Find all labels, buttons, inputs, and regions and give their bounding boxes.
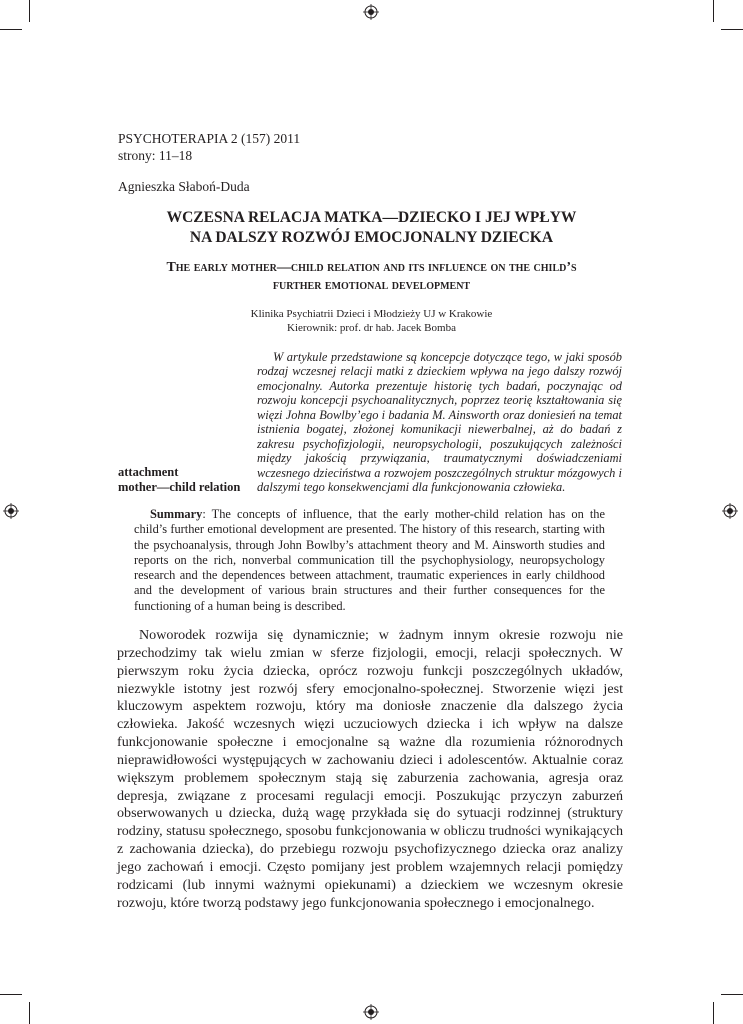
affiliation-clinic: Klinika Psychiatrii Dzieci i Młodzieży UJ w Krakowie xyxy=(250,308,493,320)
crop-mark xyxy=(0,29,22,30)
title-english-line: The early mother—child relation and its influence on the child’s xyxy=(166,260,577,275)
crop-mark xyxy=(721,29,743,30)
crop-mark xyxy=(0,994,22,995)
author-name: Agnieszka Słaboń-Duda xyxy=(118,179,250,194)
keyword: mother—child relation xyxy=(118,479,241,494)
crop-mark xyxy=(721,994,743,995)
title-english xyxy=(0,259,743,295)
registration-mark-icon xyxy=(363,4,379,20)
crop-mark xyxy=(713,0,714,22)
journal-pages: strony: 11–18 xyxy=(118,148,193,163)
affiliation xyxy=(0,307,743,335)
crop-mark xyxy=(713,1002,714,1024)
keywords xyxy=(118,465,240,494)
registration-mark-icon xyxy=(363,1004,379,1020)
title-english-line: further emotional development xyxy=(272,278,471,293)
summary-text: : The concepts of influence, that the early mother-child relation has on the child’s further emotional development are presented. The history of this research, starting with the psychoanalysis, through John Bowlby’s attachment theory and M. Ainsworth studies and reports on the rich, nonverbal communication till the psychophysiology, neuropsychology research and the dependences between attachment, traumatic experiences in early childhood and the development of various brain structures and their further consequences for the functioning of a human being is described. xyxy=(134,507,605,613)
title-polish-line: WCZESNA RELACJA MATKA—DZIECKO I JEJ WPŁYW xyxy=(166,209,577,226)
keyword: attachment xyxy=(118,465,179,479)
affiliation-head: Kierownik: prof. dr hab. Jacek Bomba xyxy=(287,322,456,334)
title-polish-line: NA DALSZY ROZWÓJ EMOCJONALNY DZIECKA xyxy=(189,229,554,246)
registration-mark-icon xyxy=(3,503,19,519)
title-polish xyxy=(0,208,743,248)
registration-mark-icon xyxy=(722,503,738,519)
journal-info xyxy=(118,130,300,164)
summary-english xyxy=(134,507,605,614)
journal-issue: PSYCHOTERAPIA 2 (157) 2011 xyxy=(118,131,301,146)
summary-label: Summary xyxy=(150,507,203,521)
crop-mark xyxy=(29,1002,30,1024)
abstract-polish: W artykule przedstawione są koncepcje dotyczące tego, w jaki sposób rodzaj wczesnej relacji matki z dzieckiem wpływa na jego dalszy rozwój emocjonalny. Autorka prezentuje historię tych badań, poczynając od rozwoju koncepcji psychoanalitycznych, poprzez teorię kształtowania się więzi Johna Bowlby’ego i badania M. Ainsworth oraz doniesień na temat istnienia bogatej, złożonej komunikacji niewerbalnej, aż do badań z zakresu psychofizjologii, neuropsychologii, poszukujących zależności między jakością przywiązania, traumatycznymi doświadczeniami wczesnego dzieciństwa a rozwojem poszczególnych struktur mózgowych i dalszymi tego konsekwencjami dla funkcjonowania człowieka. xyxy=(257,350,622,495)
body-paragraph: Noworodek rozwija się dynamicznie; w żadnym innym okresie rozwoju nie przechodzimy tak wielu zmian w sferze fizjologii, emocji, relacji społecznych. W pierwszym roku życia dziecka, oprócz rozwoju funkcji poszczególnych układów, niezwykle istotny jest rozwój sfery emocjonalno-społecznej. Stworzenie więzi jest kluczowym aspektem rozwoju, który ma doniosłe znaczenie dla dalszego życia człowieka. Jakość wczesnych więzi uczuciowych dziecka i ich wpływ na dalsze funkcjonowanie społeczne i emocjonalne są ważne dla rozumienia różnorodnych nieprawidłowości występujących w zachowaniu dzieci i adolescentów. Aktualnie coraz większym problemem społecznym stają się zaburzenia zachowania, agresja oraz depresja, związane z procesami regulacji emocji. Poszukując przyczyn zaburzeń obserwowanych u dziecka, dużą wagę przykłada się do sytuacji rodzinnej (struktury rodziny, statusu społecznego, sposobu funkcjonowania w obliczu trudności wynikających z zachowania dziecka), do przebiegu rozwoju psychofizycznego dziecka oraz analizy jego zachowań i emocji. Często pomijany jest problem wzajemnych relacji pomiędzy rodzicami (lub innymi ważnymi opiekunami) a dzieckiem we wczesnym okresie rozwoju, które tworzą podstawy jego funkcjonowania społecznego i emocjonalnego. xyxy=(117,627,623,911)
crop-mark xyxy=(29,0,30,22)
